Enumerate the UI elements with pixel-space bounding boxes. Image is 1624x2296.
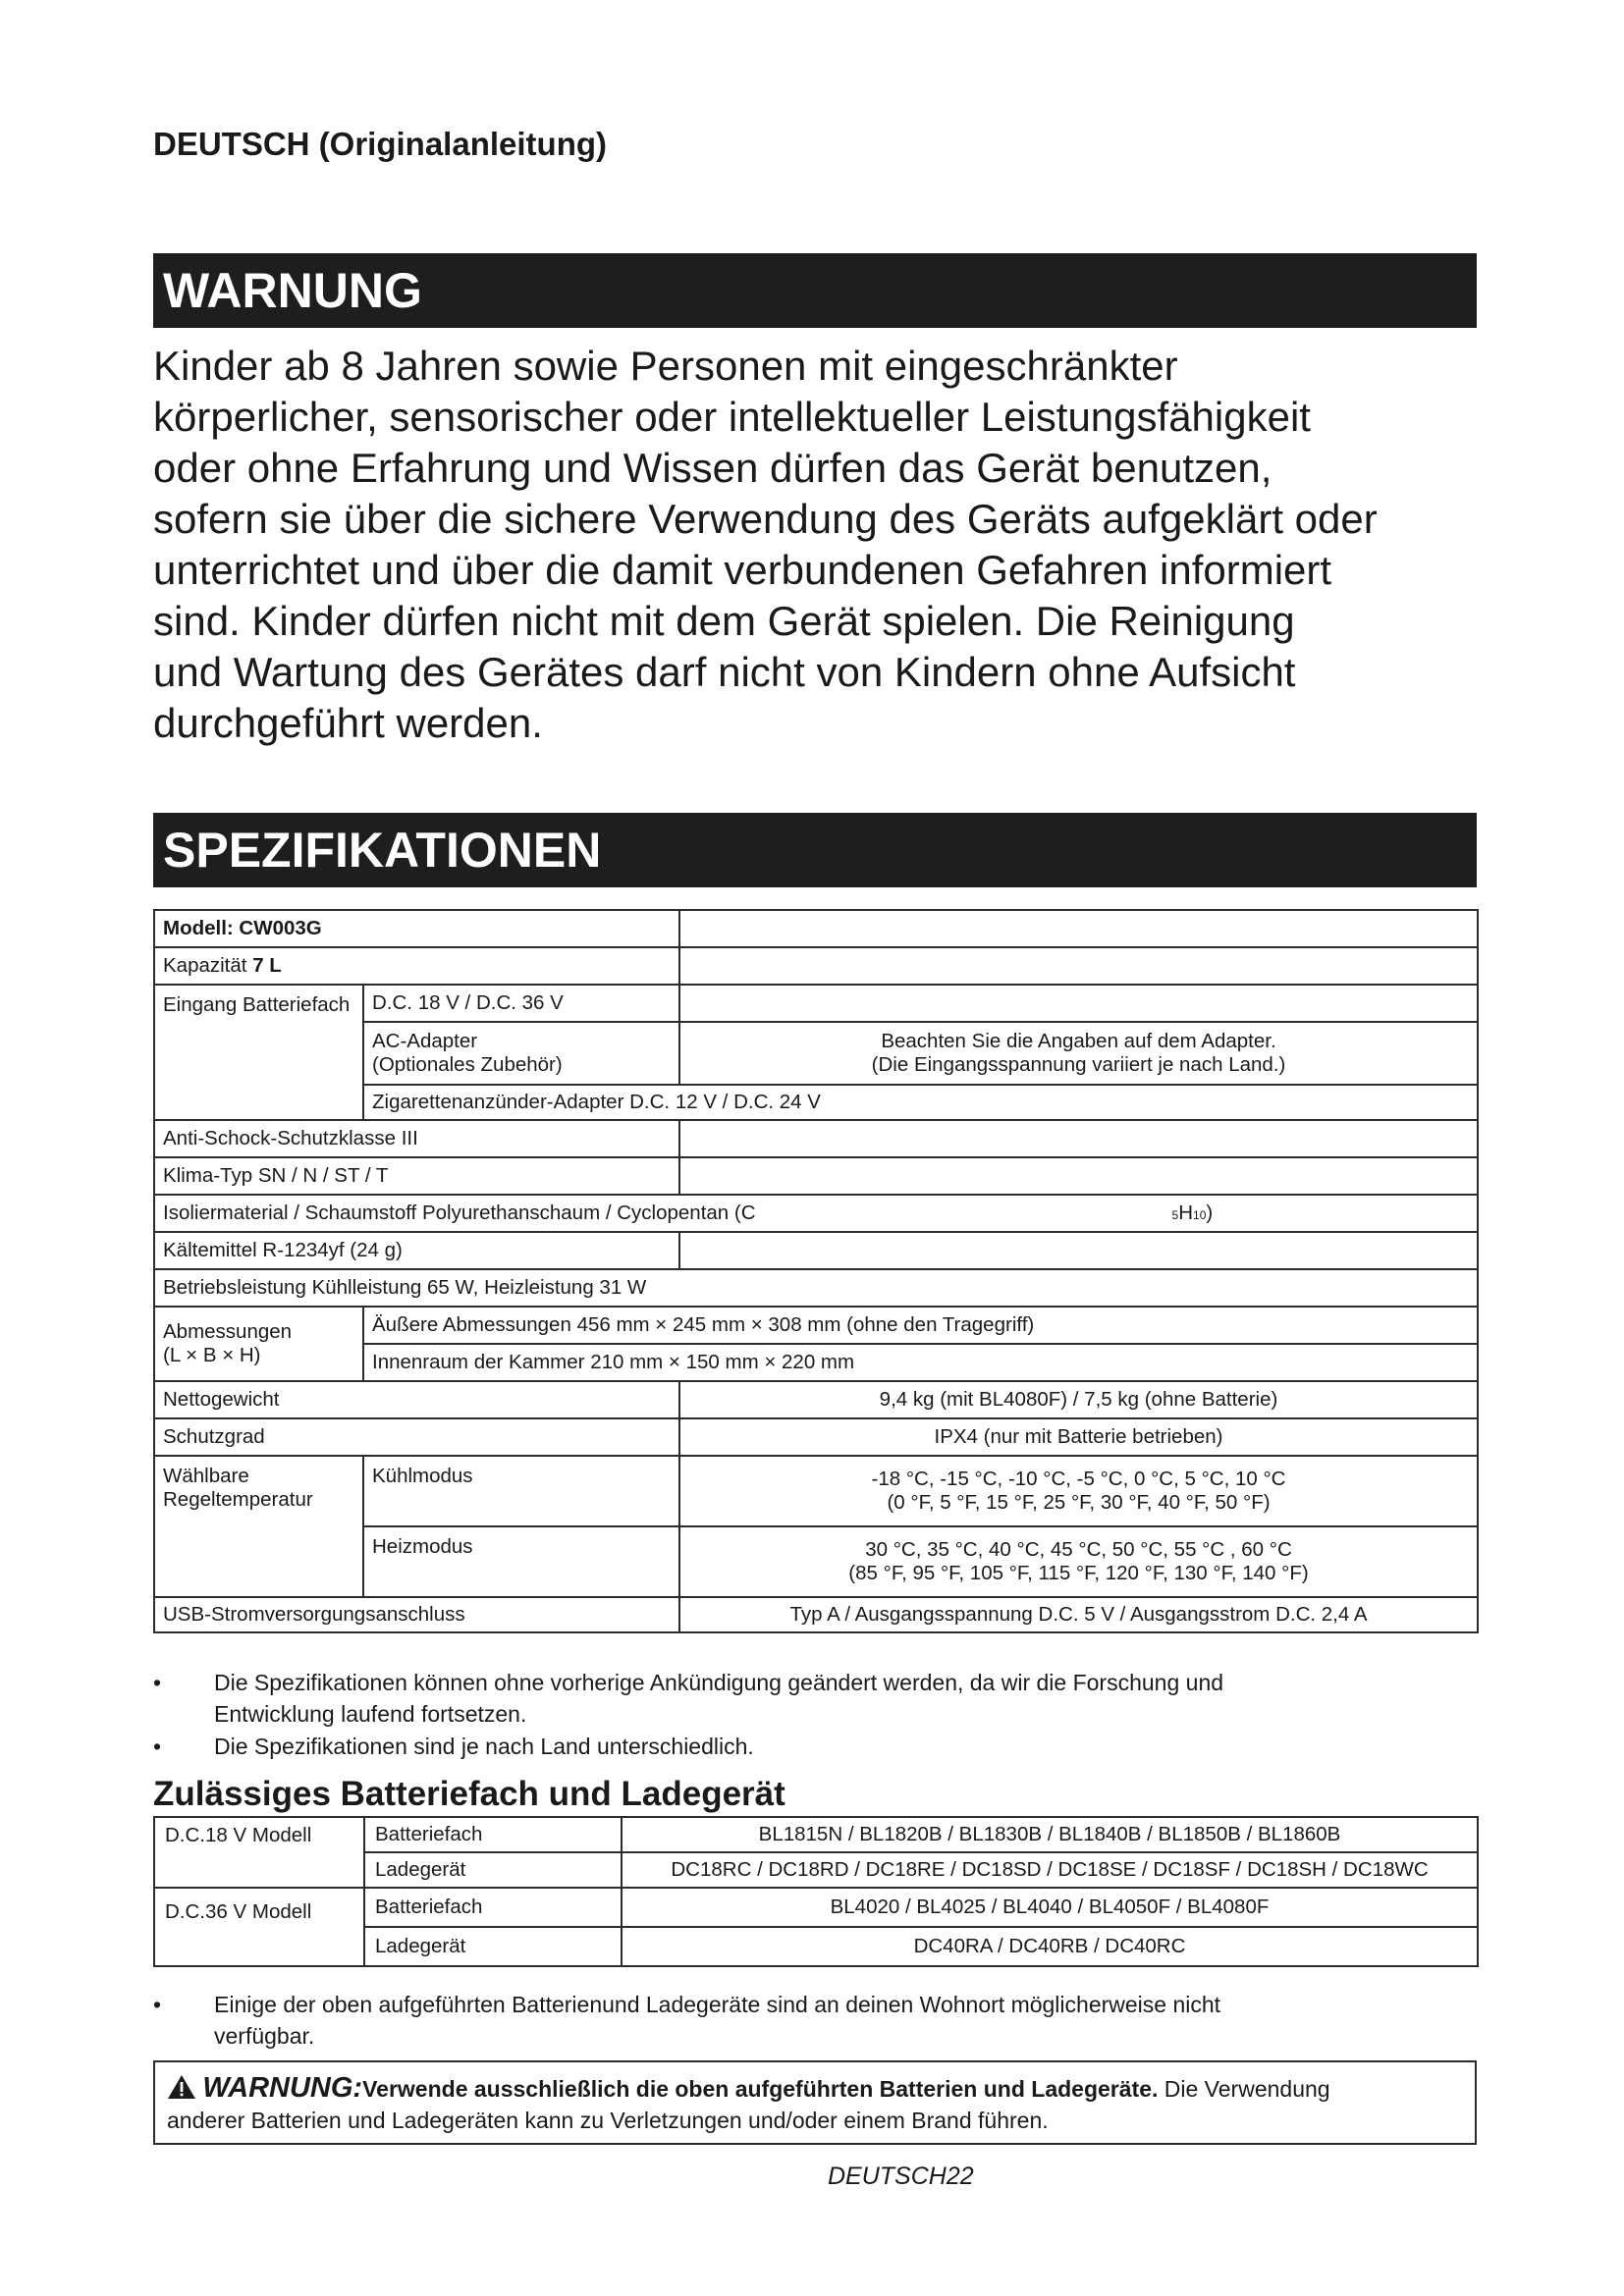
cooling-mode-label: Kühlmodus bbox=[363, 1456, 679, 1526]
ac-adapter-value: Beachten Sie die Angaben auf dem Adapter. (Die Eingangsspannung variiert je nach Land.) bbox=[679, 1022, 1478, 1085]
climate-type: Klima-Typ SN / N / ST / T bbox=[154, 1157, 679, 1195]
model-36v: D.C.36 V Modell bbox=[154, 1888, 364, 1966]
battery-value: D.C. 18 V / D.C. 36 V bbox=[363, 985, 679, 1022]
table-row bbox=[154, 910, 1478, 947]
table-row bbox=[154, 1597, 1478, 1632]
spec-note: • Die Spezifikationen können ohne vorherige Ankündigung geändert werden, da wir die Forschung und Entwicklung laufend fortsetzen. bbox=[153, 1667, 1477, 1730]
ac-adapter-label: AC-Adapter (Optionales Zubehör) bbox=[363, 1022, 679, 1085]
inner-dimensions: Innenraum der Kammer 210 mm × 150 mm × 220 mm bbox=[363, 1344, 1478, 1381]
warning-banner: WARNUNG bbox=[153, 253, 1477, 328]
warning-label: WARNUNG: bbox=[202, 2072, 363, 2104]
table-cell bbox=[679, 1120, 1478, 1157]
table-row bbox=[154, 1456, 1478, 1526]
net-weight-label: Nettogewicht bbox=[154, 1381, 679, 1418]
table-row bbox=[154, 985, 1478, 1022]
table-cell bbox=[679, 910, 1478, 947]
input-label: Eingang Batteriefach bbox=[154, 985, 363, 1120]
shock-class: Anti-Schock-Schutzklasse III bbox=[154, 1120, 679, 1157]
warning-bold-text: Verwende ausschließlich die oben aufgeführten Batterien und Ladegeräte. bbox=[362, 2076, 1159, 2102]
warning-line-2: anderer Batterien und Ladegeräten kann zu Verletzungen und/oder einem Brand führen. bbox=[167, 2108, 1049, 2133]
cooling-mode-value: -18 °C, -15 °C, -10 °C, -5 °C, 0 °C, 5 °C, 10 °C (0 °F, 5 °F, 15 °F, 25 °F, 30 °F, 40 °F, 50 °F) bbox=[679, 1456, 1478, 1526]
availability-note: • Einige der oben aufgeführten Batterienund Ladegeräte sind an deinen Wohnort möglicherweise nicht verfügbar. bbox=[153, 1989, 1477, 2052]
charger-list-36v: DC40RA / DC40RB / DC40RC bbox=[622, 1927, 1478, 1966]
model-18v: D.C.18 V Modell bbox=[154, 1817, 364, 1888]
language-header: DEUTSCH (Originalanleitung) bbox=[153, 126, 607, 162]
charger-label: Ladegerät bbox=[364, 1927, 622, 1966]
table-row bbox=[154, 1269, 1478, 1307]
temperature-label: Wählbare Regeltemperatur bbox=[154, 1456, 363, 1597]
specifications-banner: SPEZIFIKATIONEN bbox=[153, 813, 1477, 887]
warning-line: oder ohne Erfahrung und Wissen dürfen das Gerät benutzen, bbox=[153, 445, 1272, 491]
battery-section-title: Zulässiges Batteriefach und Ladegerät bbox=[153, 1775, 785, 1813]
table-row bbox=[154, 1120, 1478, 1157]
outer-dimensions: Äußere Abmessungen 456 mm × 245 mm × 308 mm (ohne den Tragegriff) bbox=[363, 1307, 1478, 1344]
warning-line: und Wartung des Gerätes darf nicht von Kindern ohne Aufsicht bbox=[153, 649, 1296, 695]
net-weight-value: 9,4 kg (mit BL4080F) / 7,5 kg (ohne Batterie) bbox=[679, 1381, 1478, 1418]
insulation-row: Isoliermaterial / Schaumstoff Polyurethanschaum / Cyclopentan (C 5H10) bbox=[154, 1195, 1478, 1232]
bullet: • bbox=[153, 1670, 162, 1695]
battery-label: Batteriefach bbox=[364, 1888, 622, 1927]
table-cell bbox=[679, 947, 1478, 985]
warning-line: sofern sie über die sichere Verwendung des Geräts aufgeklärt oder bbox=[153, 496, 1378, 542]
protection-label: Schutzgrad bbox=[154, 1418, 679, 1456]
power-row: Betriebsleistung Kühlleistung 65 W, Heizleistung 31 W bbox=[154, 1269, 1478, 1307]
table-row bbox=[154, 947, 1478, 985]
table-row bbox=[154, 1888, 1478, 1927]
warning-line: durchgeführt werden. bbox=[153, 700, 543, 746]
page-footer: DEUTSCH22 bbox=[828, 2163, 974, 2190]
warning-text bbox=[153, 341, 1489, 749]
usb-label: USB-Stromversorgungsanschluss bbox=[154, 1597, 679, 1632]
warning-line: körperlicher, sensorischer oder intellektueller Leistungsfähigkeit bbox=[153, 394, 1311, 440]
battery-warning-box bbox=[153, 2060, 1477, 2145]
cigarette-adapter-value: D.C. 12 V / D.C. 24 V bbox=[629, 1091, 821, 1113]
battery-label: Batteriefach bbox=[242, 993, 351, 1016]
charger-list-18v: DC18RC / DC18RD / DC18RE / DC18SD / DC18SE / DC18SF / DC18SH / DC18WC bbox=[622, 1852, 1478, 1888]
spec-note: • Die Spezifikationen sind je nach Land unterschiedlich. bbox=[153, 1731, 1477, 1762]
warning-text: Die Verwendung bbox=[1158, 2076, 1330, 2102]
warning-line: unterrichtet und über die damit verbundenen Gefahren informiert bbox=[153, 547, 1332, 593]
table-row bbox=[154, 1307, 1478, 1344]
battery-table bbox=[153, 1816, 1479, 1967]
cigarette-adapter-label: Zigarettenanzünder-Adapter bbox=[372, 1091, 624, 1113]
battery-label: Batteriefach bbox=[364, 1817, 622, 1852]
table-cell bbox=[679, 985, 1478, 1022]
table-row bbox=[154, 1817, 1478, 1852]
capacity-label: Kapazität 7 L bbox=[154, 947, 679, 985]
table-row bbox=[154, 1195, 1478, 1232]
protection-value: IPX4 (nur mit Batterie betrieben) bbox=[679, 1418, 1478, 1456]
bullet: • bbox=[153, 1992, 162, 2017]
usb-value: Typ A / Ausgangsspannung D.C. 5 V / Ausgangsstrom D.C. 2,4 A bbox=[679, 1597, 1478, 1632]
cigarette-adapter-row bbox=[363, 1085, 1478, 1120]
table-cell bbox=[679, 1157, 1478, 1195]
capacity-value: 7 L bbox=[252, 954, 282, 977]
table-cell bbox=[679, 1232, 1478, 1269]
battery-list-18v: BL1815N / BL1820B / BL1830B / BL1840B / BL1850B / BL1860B bbox=[622, 1817, 1478, 1852]
refrigerant: Kältemittel R-1234yf (24 g) bbox=[154, 1232, 679, 1269]
battery-list-36v: BL4020 / BL4025 / BL4040 / BL4050F / BL4080F bbox=[622, 1888, 1478, 1927]
warning-line: Kinder ab 8 Jahren sowie Personen mit eingeschränkter bbox=[153, 343, 1178, 389]
dimensions-label: Abmessungen (L × B × H) bbox=[154, 1307, 363, 1381]
table-row bbox=[154, 1381, 1478, 1418]
heating-mode-label: Heizmodus bbox=[363, 1526, 679, 1597]
heating-mode-value: 30 °C, 35 °C, 40 °C, 45 °C, 50 °C, 55 °C , 60 °C (85 °F, 95 °F, 105 °F, 115 °F, 120 °F, 130 °F, 140 °F) bbox=[679, 1526, 1478, 1597]
table-row bbox=[154, 1157, 1478, 1195]
warning-line: sind. Kinder dürfen nicht mit dem Gerät spielen. Die Reinigung bbox=[153, 598, 1295, 644]
table-row bbox=[154, 1418, 1478, 1456]
model-cell: Modell: CW003G bbox=[154, 910, 679, 947]
bullet: • bbox=[153, 1734, 162, 1759]
specifications-table bbox=[153, 909, 1479, 1633]
table-row bbox=[154, 1232, 1478, 1269]
warning-triangle-icon bbox=[167, 2076, 196, 2102]
charger-label: Ladegerät bbox=[364, 1852, 622, 1888]
